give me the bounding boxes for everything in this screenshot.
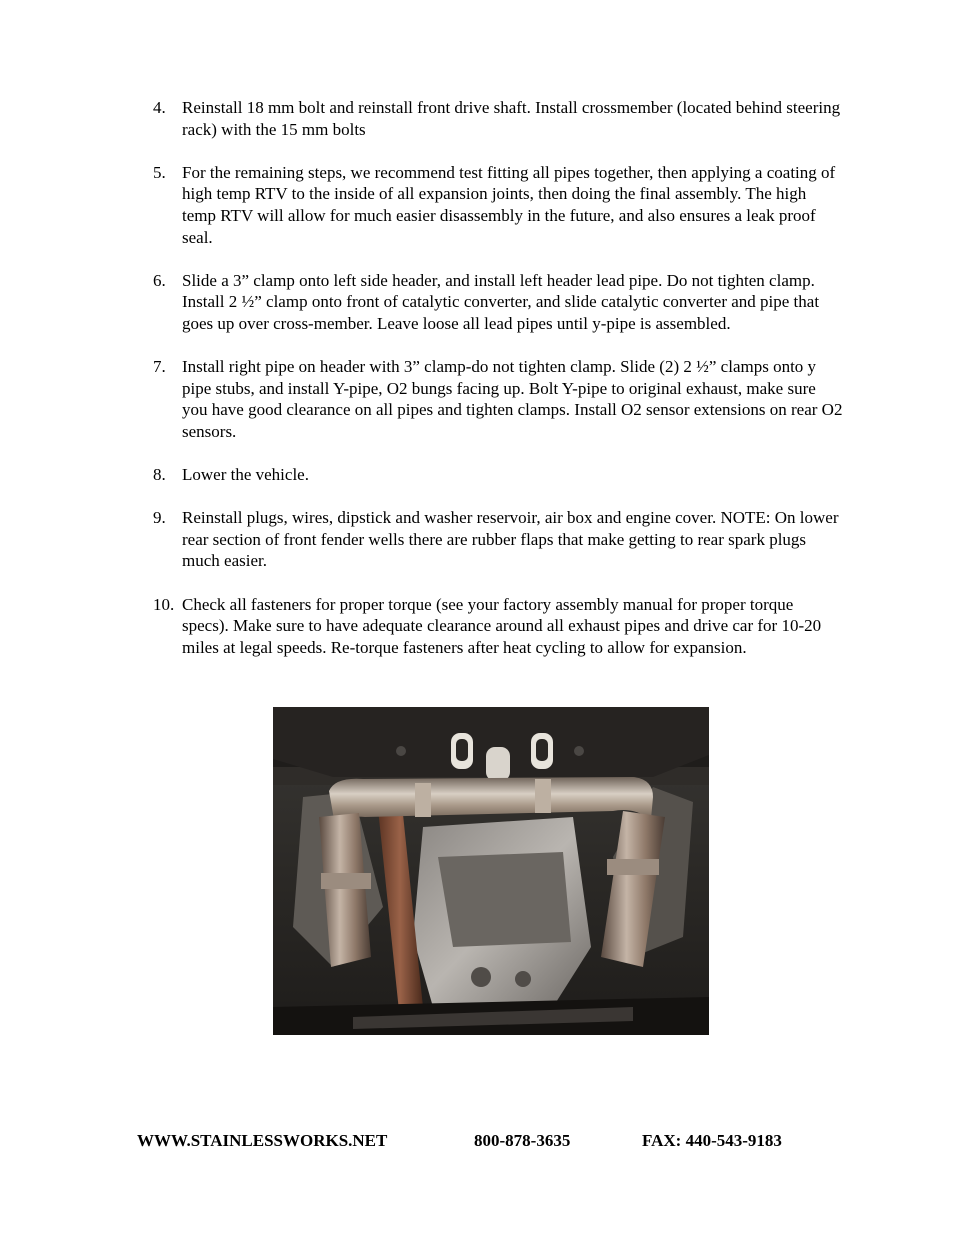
step-number: 8.: [153, 465, 166, 485]
footer-phone: 800-878-3635: [474, 1131, 571, 1150]
step-number: 10.: [153, 594, 175, 614]
exhaust-installation-photo: [273, 707, 709, 1035]
step-item: [153, 356, 843, 442]
footer-website: WWW.STAINLESSWORKS.NET: [137, 1131, 388, 1150]
footer-contact: [0, 1131, 954, 1155]
step-item: [153, 97, 843, 140]
step-text: Check all fasteners for proper torque (see your factory assembly manual for proper torque specs). Make sure to have adequate clearance around all exhaust pipes and drive car for 10-20 miles at legal speeds. Re-torque fasteners after heat cycling to allow for expansion.: [182, 594, 822, 657]
step-item: [153, 464, 843, 486]
step-item: [153, 594, 843, 659]
step-text: Slide a 3” clamp onto left side header, and install left header lead pipe. Do not tighten clamp. Install 2 ½” clamp onto front of catalytic converter, and slide catalytic converter and pipe that goes up over cross-member. Leave loose all lead pipes until y-pipe is assembled.: [182, 270, 820, 333]
step-text: Reinstall plugs, wires, dipstick and washer reservoir, air box and engine cover. NOTE: On lower rear section of front fender wells there are rubber flaps that make getting to rear spark plugs much easier.: [182, 508, 839, 571]
step-text: Install right pipe on header with 3” clamp-do not tighten clamp. Slide (2) 2 ½” clamps onto y pipe stubs, and install Y-pipe, O2 bungs facing up. Bolt Y-pipe to original exhaust, make sure you have good clearance on all pipes and tighten clamps. Install O2 sensor extensions on rear O2 sensors.: [182, 357, 843, 441]
installation-steps-list: [153, 97, 843, 680]
step-number: 7.: [153, 357, 166, 377]
step-number: 9.: [153, 508, 166, 528]
step-number: 4.: [153, 98, 166, 117]
step-number: 5.: [153, 162, 166, 182]
step-text: Lower the vehicle.: [182, 465, 309, 485]
footer-fax: FAX: 440-543-9183: [642, 1131, 782, 1150]
step-item: [153, 162, 843, 248]
step-number: 6.: [153, 270, 166, 290]
step-item: [153, 270, 843, 335]
step-text: Reinstall 18 mm bolt and reinstall front drive shaft. Install crossmember (located behind steering rack) with the 15 mm bolts: [182, 98, 841, 139]
step-text: For the remaining steps, we recommend test fitting all pipes together, then applying a coating of high temp RTV to the inside of all expansion joints, then doing the final assembly. The high temp RTV will allow for much easier disassembly in the future, and also ensures a leak proof seal.: [182, 162, 836, 247]
step-item: [153, 507, 843, 572]
